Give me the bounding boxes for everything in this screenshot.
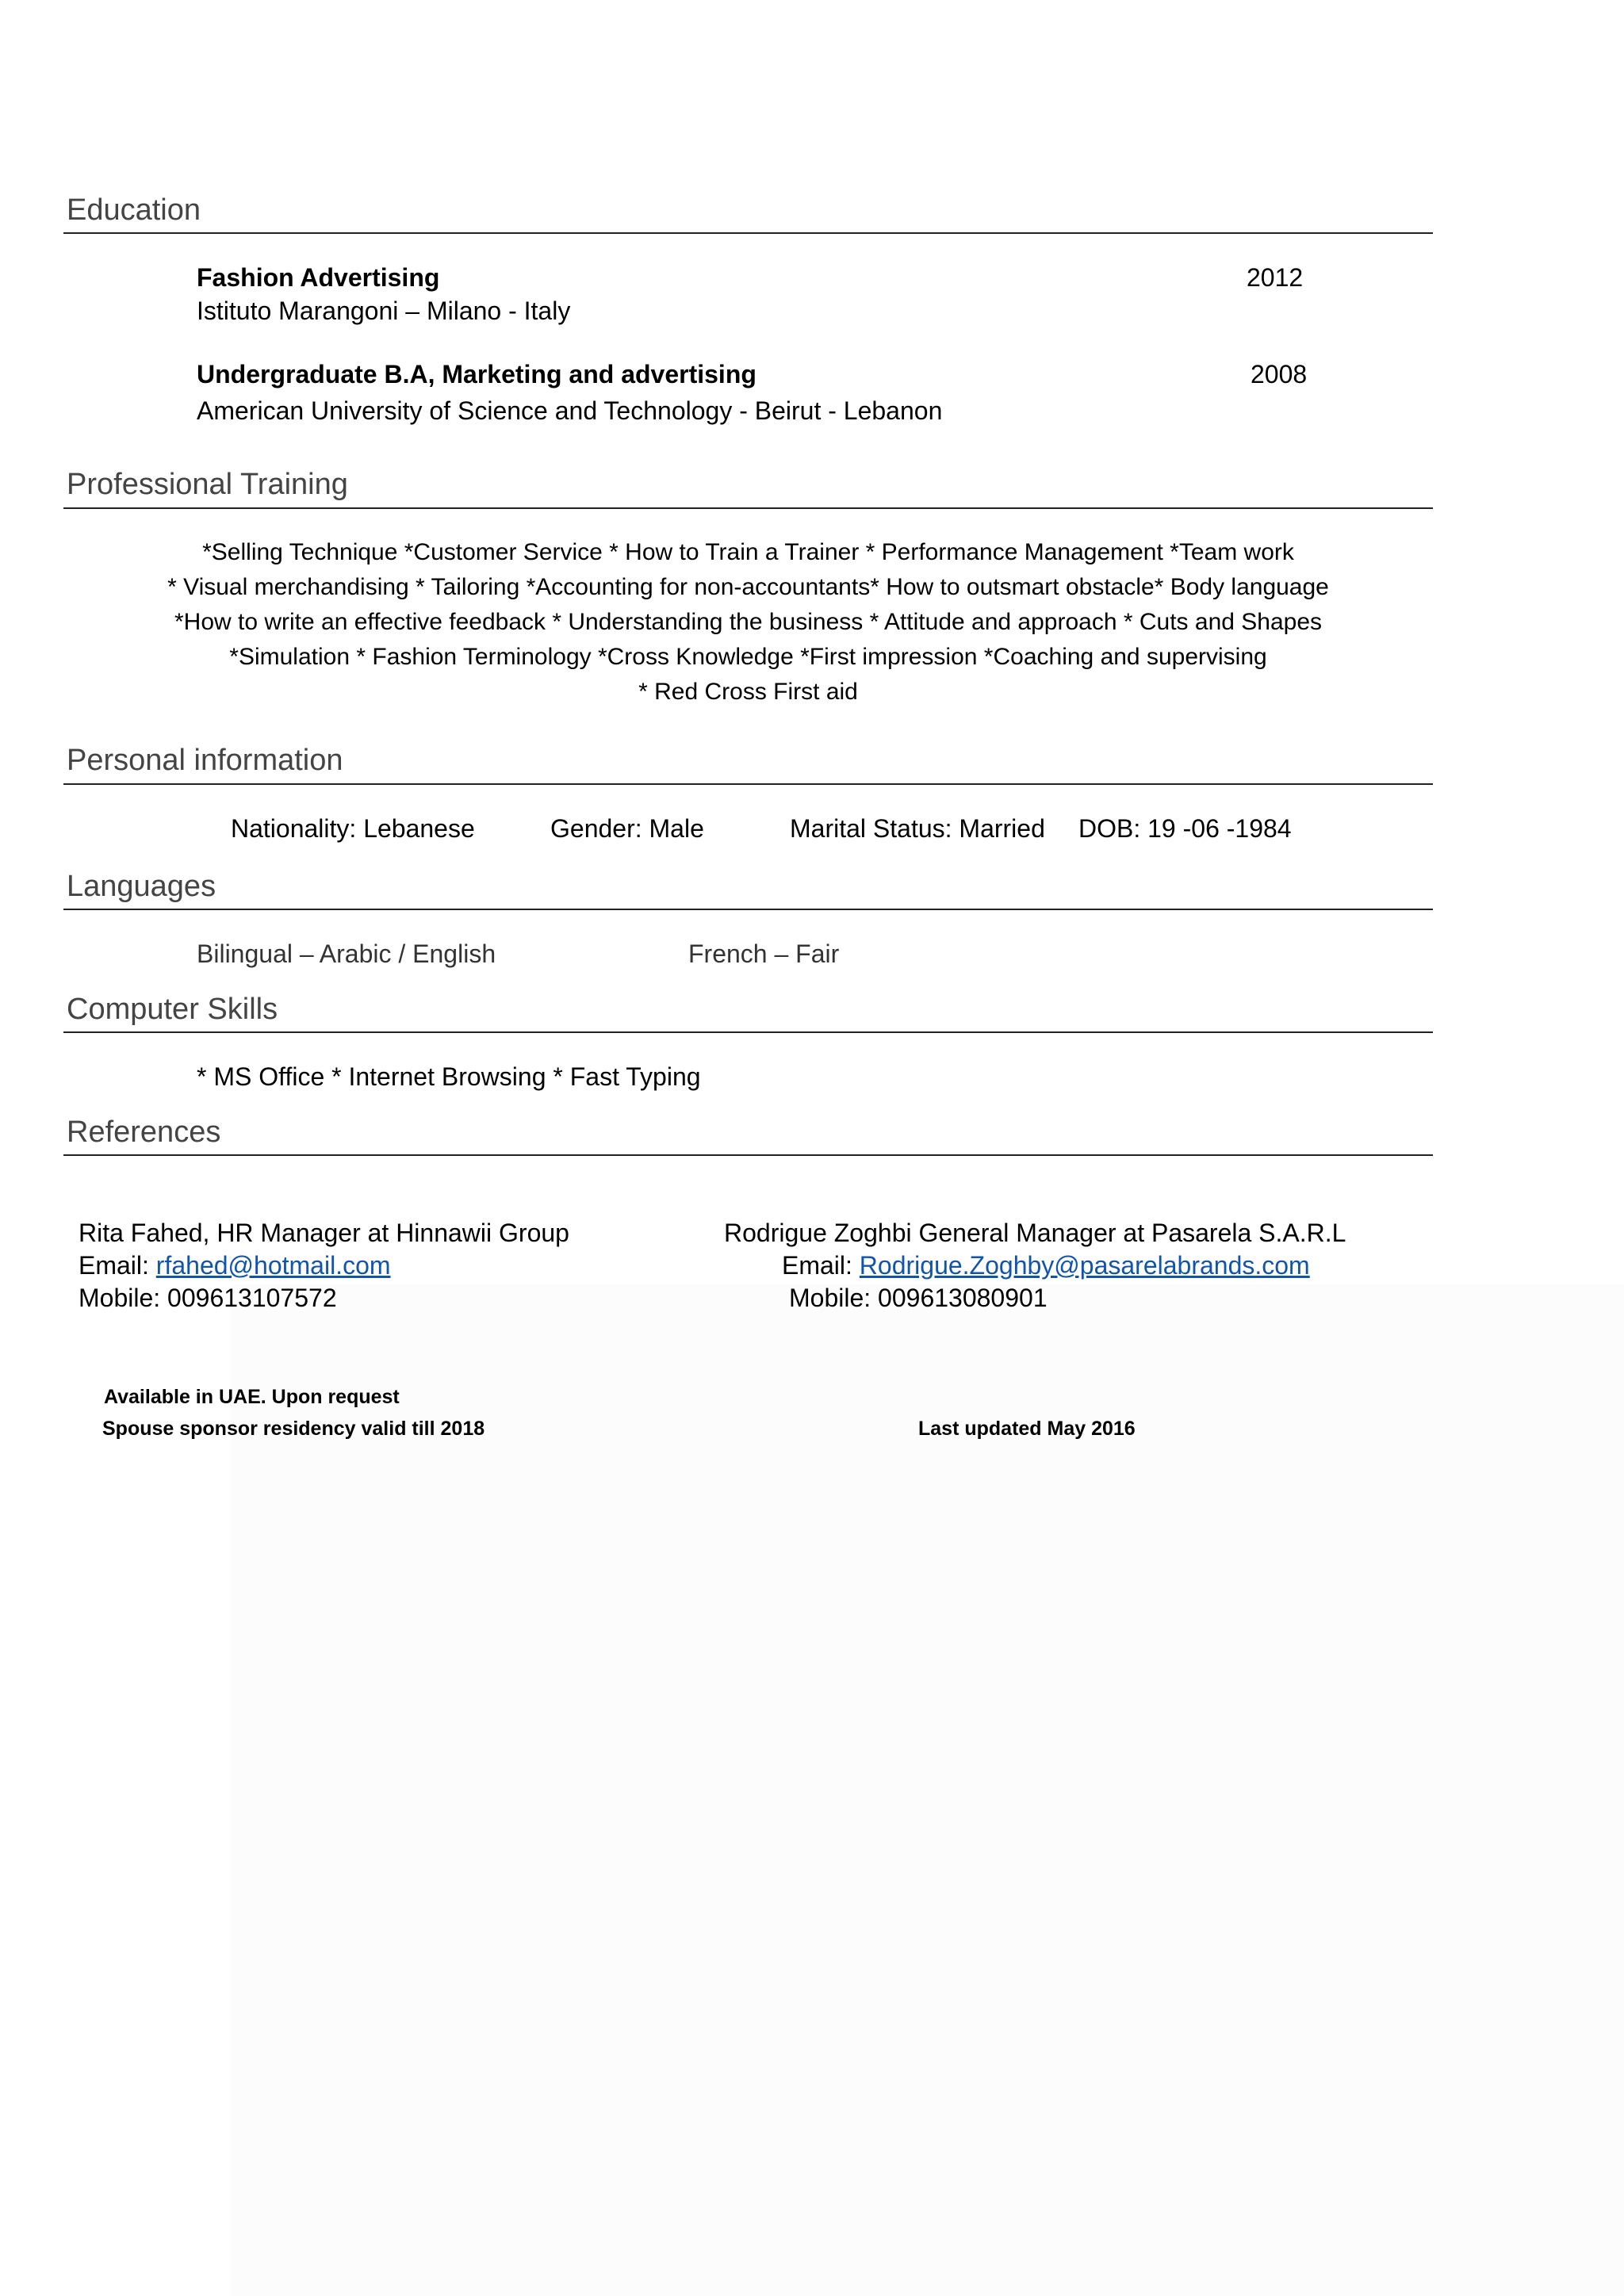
reference-email-link[interactable]: rfahed@hotmail.com [155, 1251, 391, 1280]
section-title-personal: Personal information [67, 744, 343, 777]
reference-mobile: Mobile: 009613080901 [789, 1284, 1048, 1312]
marital-status-text: Marital Status: Married [790, 814, 1045, 843]
training-line: * Red Cross First aid [638, 679, 858, 705]
section-title-languages: Languages [67, 870, 216, 903]
education-year: 2012 [1247, 263, 1304, 292]
email-label: Email: [79, 1251, 156, 1280]
section-title-training: Professional Training [67, 468, 348, 501]
section-divider [63, 783, 1433, 785]
education-degree: Undergraduate B.A, Marketing and advertising [197, 360, 756, 388]
reference-email-line [782, 1251, 1310, 1280]
training-line: *Simulation * Fashion Terminology *Cross Knowledge *First impression *Coaching and supervising [229, 644, 1267, 670]
section-divider [63, 1031, 1433, 1033]
education-degree: Fashion Advertising [197, 263, 440, 292]
education-institution: American University of Science and Technology - Beirut - Lebanon [197, 396, 943, 425]
language-item: French – Fair [688, 939, 840, 968]
section-title-computer: Computer Skills [67, 993, 278, 1026]
availability-note: Available in UAE. Upon request [104, 1386, 400, 1408]
section-title-education: Education [67, 193, 201, 227]
last-updated-note: Last updated May 2016 [918, 1418, 1136, 1440]
training-line: * Visual merchandising * Tailoring *Accounting for non-accountants* How to outsmart obstacle* Body language [167, 574, 1329, 600]
section-divider [63, 232, 1433, 234]
reference-email-link[interactable]: Rodrigue.Zoghby@pasarelabrands.com [859, 1251, 1310, 1280]
reference-name: Rita Fahed, HR Manager at Hinnawii Group [79, 1219, 569, 1247]
reference-name: Rodrigue Zoghbi General Manager at Pasarela S.A.R.L [724, 1219, 1346, 1247]
education-institution: Istituto Marangoni – Milano - Italy [197, 297, 571, 325]
section-title-references: References [67, 1115, 221, 1149]
training-line: *How to write an effective feedback * Understanding the business * Attitude and approach * Cuts and Shapes [174, 609, 1323, 635]
reference-mobile: Mobile: 009613107572 [79, 1284, 337, 1312]
section-divider [63, 1154, 1433, 1156]
education-year: 2008 [1251, 360, 1308, 388]
gender-text: Gender: Male [550, 814, 704, 843]
language-item: Bilingual – Arabic / English [197, 939, 496, 968]
email-label: Email: [782, 1251, 860, 1280]
reference-email-line [79, 1251, 391, 1280]
residency-note: Spouse sponsor residency valid till 2018 [102, 1418, 485, 1440]
section-divider [63, 507, 1433, 509]
section-divider [63, 909, 1433, 910]
computer-skills-text: * MS Office * Internet Browsing * Fast Typing [197, 1062, 701, 1091]
dob-text: DOB: 19 -06 -1984 [1078, 814, 1292, 843]
training-line: *Selling Technique *Customer Service * How to Train a Trainer * Performance Management *Team work [202, 539, 1294, 565]
nationality-text: Nationality: Lebanese [231, 814, 475, 843]
